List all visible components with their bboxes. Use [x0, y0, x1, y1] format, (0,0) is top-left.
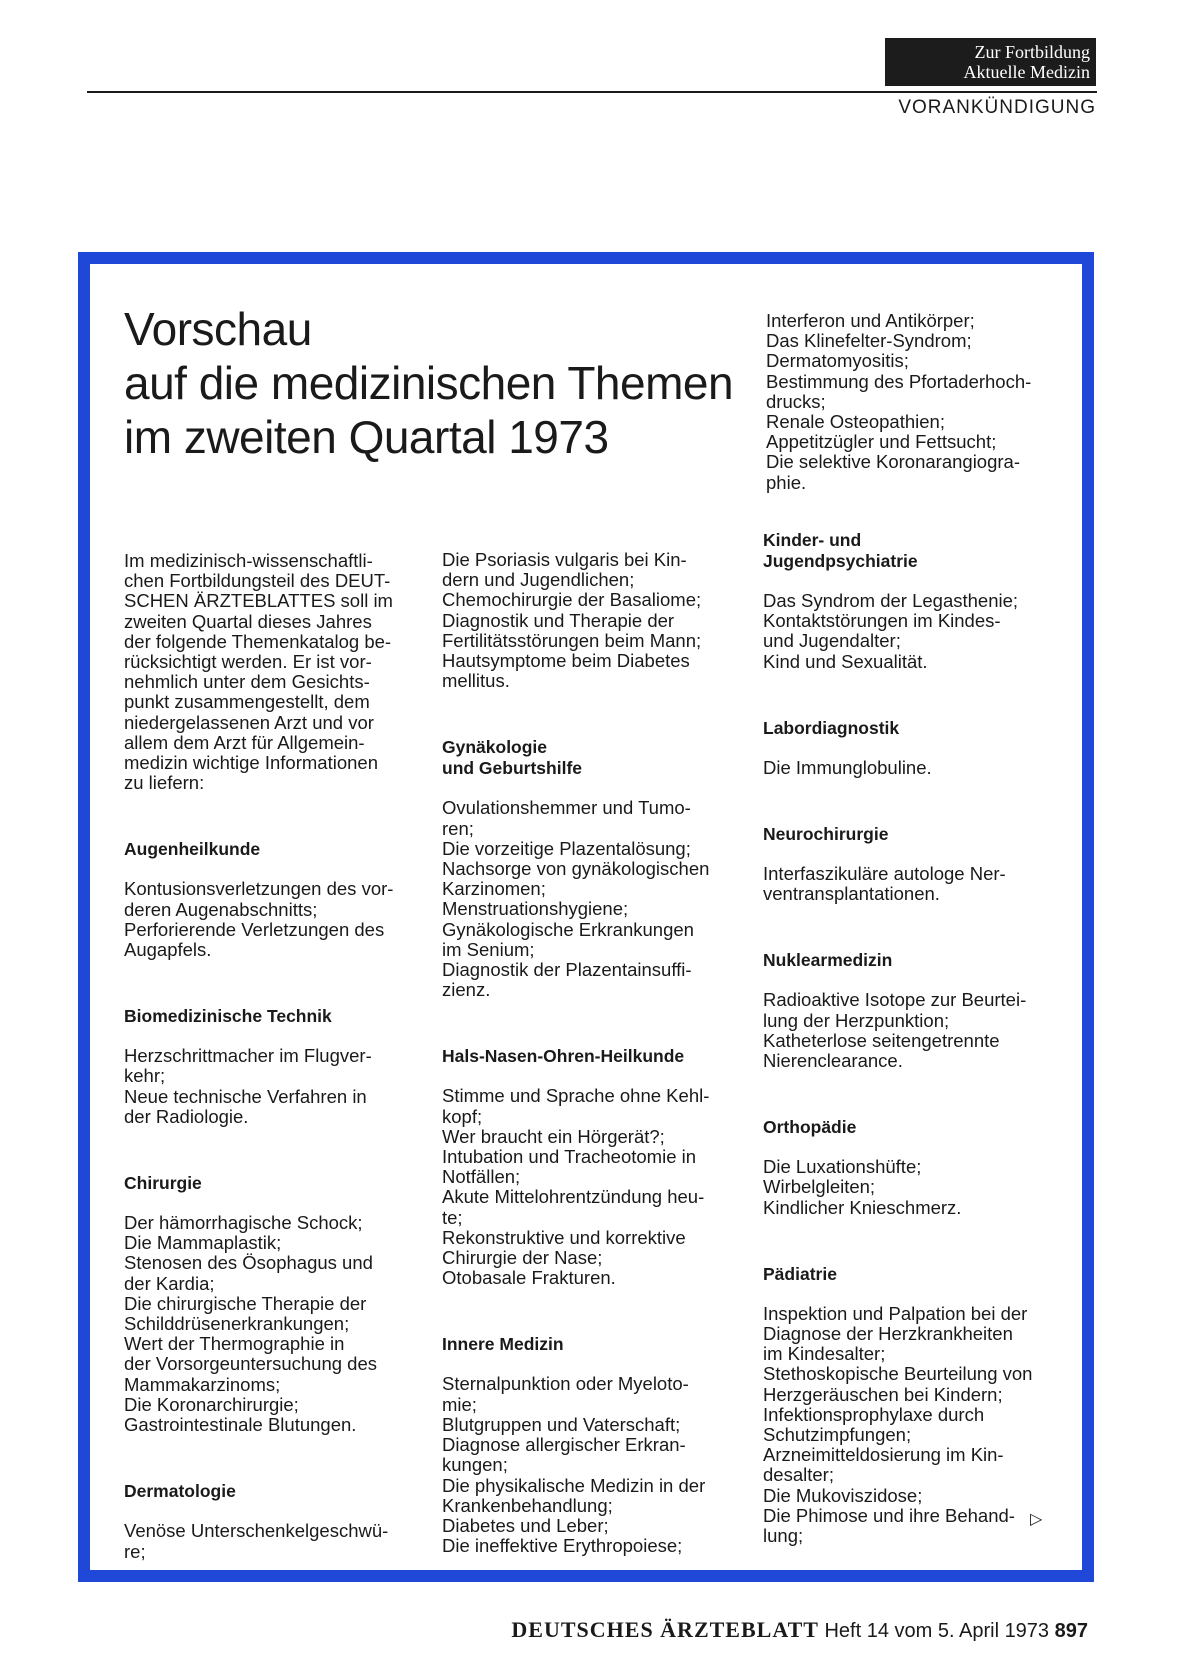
heading-line: und Geburtshilfe — [442, 758, 582, 779]
list-line: Kind und Sexualität. — [763, 650, 928, 672]
innere-list — [442, 1374, 734, 1556]
list-line: Die Luxationshüfte; — [763, 1156, 922, 1178]
list-line: Krankenbehandlung; — [442, 1494, 613, 1516]
derma-list — [124, 1521, 416, 1561]
list-line: Interferon und Antikörper; — [766, 310, 975, 331]
list-line: lung; — [763, 1525, 804, 1547]
list-line: dern und Jugendlichen; — [442, 569, 635, 591]
list-line: Stenosen des Ösophagus und — [124, 1252, 373, 1274]
journal-name: DEUTSCHES ÄRZTEBLATT — [511, 1617, 819, 1642]
list-line: deren Augenabschnitts; — [124, 898, 318, 920]
section-tag: VORANKÜNDIGUNG — [898, 97, 1096, 118]
intro-line: medizin wichtige Informationen — [124, 752, 378, 774]
list-line: Kindlicher Knieschmerz. — [763, 1196, 962, 1218]
heading-chirurgie: Chirurgie — [124, 1173, 202, 1194]
heading-neurochirurgie: Neurochirurgie — [763, 824, 889, 845]
continue-arrow-icon: ▷ — [1030, 1511, 1043, 1528]
intro-line: chen Fortbildungsteil des DEUT- — [124, 570, 391, 592]
issue-info: Heft 14 vom 5. April 1973 — [824, 1620, 1050, 1642]
column-3-top — [766, 311, 1058, 493]
list-line: Appetitzügler und Fettsucht; — [766, 431, 997, 453]
list-line: zienz. — [442, 979, 491, 1001]
biomed-list — [124, 1046, 416, 1127]
list-line: ren; — [442, 817, 474, 839]
badge-line-1: Zur Fortbildung — [974, 42, 1090, 62]
list-line: Karzinomen; — [442, 878, 546, 900]
paed-list — [763, 1304, 1055, 1546]
list-line: Nierenclearance. — [763, 1050, 903, 1072]
list-line: kehr; — [124, 1065, 166, 1087]
gyn-list — [442, 798, 734, 1000]
list-line: und Jugendalter; — [763, 630, 901, 652]
list-line: Inspektion und Palpation bei der — [763, 1302, 1028, 1324]
intro-line: der folgende Themenkatalog be- — [124, 630, 392, 652]
list-line: Menstruationshygiene; — [442, 898, 629, 920]
neuro-list — [763, 864, 1055, 904]
intro-line: rücksichtigt werden. Er ist vor- — [124, 651, 372, 673]
list-line: Venöse Unterschenkelgeschwü- — [124, 1520, 389, 1542]
list-line: Die Mammaplastik; — [124, 1232, 282, 1254]
list-line: Dermatomyositis; — [766, 350, 909, 372]
list-line: Kontusionsverletzungen des vor- — [124, 878, 394, 900]
badge-line-2: Aktuelle Medizin — [963, 62, 1090, 82]
page-number: 897 — [1054, 1620, 1088, 1642]
intro-line: zweiten Quartal dieses Jahres — [124, 610, 372, 632]
labor-list — [763, 758, 1055, 778]
intro-paragraph — [124, 551, 416, 793]
list-line: Stethoskopische Beurteilung von — [763, 1363, 1033, 1385]
ortho-list — [763, 1157, 1055, 1218]
heading-biomedizinische-technik: Biomedizinische Technik — [124, 1006, 332, 1027]
page-footer — [511, 1617, 1088, 1643]
list-line: Die selektive Koronarangiogra- — [766, 451, 1020, 473]
list-line: lung der Herzpunktion; — [763, 1009, 950, 1031]
innere-continued-list — [766, 311, 1058, 493]
column-2 — [442, 550, 734, 1556]
list-line: Notfällen; — [442, 1166, 521, 1188]
intro-line: allem dem Arzt für Allgemein- — [124, 731, 365, 753]
list-line: Die vorzeitige Plazentalösung; — [442, 837, 691, 859]
list-line: te; — [442, 1206, 463, 1228]
intro-line: nehmlich unter dem Gesichts- — [124, 671, 370, 693]
list-line: Diagnostik der Plazentainsuffi- — [442, 959, 692, 981]
section-badge — [885, 38, 1096, 86]
intro-line: Im medizinisch-wissenschaftli- — [124, 550, 373, 571]
column-3 — [763, 530, 1055, 1546]
heading-orthopaedie: Orthopädie — [763, 1117, 857, 1138]
column-1 — [124, 551, 416, 1562]
list-line: Die Psoriasis vulgaris bei Kin- — [442, 549, 687, 570]
list-line: Katheterlose seitengetrennte — [763, 1029, 1000, 1051]
heading-nuklearmedizin: Nuklearmedizin — [763, 950, 893, 971]
list-line: Die ineffektive Erythropoiese; — [442, 1535, 683, 1557]
list-line: drucks; — [766, 390, 826, 412]
page-title — [124, 302, 764, 464]
heading-augenheilkunde: Augenheilkunde — [124, 839, 261, 860]
list-line: Chirurgie der Nase; — [442, 1247, 603, 1269]
list-line: Die physikalische Medizin in der — [442, 1474, 706, 1496]
list-line: Herzschrittmacher im Flugver- — [124, 1045, 372, 1067]
list-line: Schilddrüsenerkrankungen; — [124, 1313, 350, 1335]
list-line: Gynäkologische Erkrankungen — [442, 918, 694, 940]
list-line: Arzneimitteldosierung im Kin- — [763, 1444, 1004, 1466]
list-line: Schutzimpfungen; — [763, 1424, 912, 1446]
list-line: Renale Osteopathien; — [766, 411, 945, 433]
header-rule — [87, 91, 1097, 93]
list-line: Augapfels. — [124, 939, 212, 961]
list-line: Hautsymptome beim Diabetes — [442, 650, 690, 672]
list-line: Wer braucht ein Hörgerät?; — [442, 1125, 665, 1147]
intro-line: SCHEN ÄRZTEBLATTES soll im — [124, 590, 393, 612]
list-line: im Senium; — [442, 938, 535, 960]
list-line: Diagnostik und Therapie der — [442, 609, 675, 631]
list-line: Sternalpunktion oder Myeloto- — [442, 1373, 689, 1395]
list-line: Akute Mittelohrentzündung heu- — [442, 1186, 705, 1208]
list-line: Interfaszikuläre autologe Ner- — [763, 863, 1006, 885]
intro-line: punkt zusammengestellt, dem — [124, 691, 370, 713]
list-line: Infektionsprophylaxe durch — [763, 1403, 985, 1425]
list-line: Wirbelgleiten; — [763, 1176, 876, 1198]
list-line: ventransplantationen. — [763, 883, 940, 905]
list-line: mie; — [442, 1393, 477, 1415]
heading-kinder-jugendpsychiatrie — [763, 530, 1055, 572]
list-line: Das Syndrom der Legasthenie; — [763, 590, 1019, 611]
heading-dermatologie: Dermatologie — [124, 1481, 236, 1502]
list-line: Herzgeräuschen bei Kindern; — [763, 1383, 1003, 1405]
list-line: Neue technische Verfahren in — [124, 1085, 367, 1107]
heading-paediatrie: Pädiatrie — [763, 1263, 837, 1284]
list-line: Die Immunglobuline. — [763, 756, 932, 778]
list-line: Otobasale Frakturen. — [442, 1267, 616, 1289]
list-line: der Kardia; — [124, 1272, 215, 1294]
nuklear-list — [763, 990, 1055, 1071]
list-line: Die Koronarchirurgie; — [124, 1393, 299, 1415]
heading-line: Jugendpsychiatrie — [763, 551, 918, 571]
hno-list — [442, 1086, 734, 1288]
list-line: Wert der Thermographie in — [124, 1333, 345, 1355]
heading-gynaekologie — [442, 737, 734, 779]
chirurgie-list — [124, 1213, 416, 1435]
list-line: desalter; — [763, 1464, 834, 1486]
title-line-2: auf die medizinischen Themen — [124, 357, 734, 409]
list-line: kungen; — [442, 1454, 508, 1476]
intro-line: niedergelassenen Arzt und vor — [124, 711, 374, 733]
list-line: Die Mukoviszidose; — [763, 1484, 923, 1506]
heading-labordiagnostik: Labordiagnostik — [763, 717, 900, 738]
list-line: Chemochirurgie der Basaliome; — [442, 589, 702, 611]
list-line: Blutgruppen und Vaterschaft; — [442, 1413, 681, 1435]
heading-hno: Hals-Nasen-Ohren-Heilkunde — [442, 1046, 685, 1067]
kinder-list — [763, 591, 1055, 672]
list-line: Diagnose allergischer Erkran- — [442, 1434, 686, 1456]
list-line: Die Phimose und ihre Behand- — [763, 1504, 1015, 1526]
list-line: Bestimmung des Pfortaderhoch- — [766, 370, 1032, 392]
list-line: Perforierende Verletzungen des — [124, 918, 385, 940]
list-line: der Radiologie. — [124, 1105, 249, 1127]
list-line: Diabetes und Leber; — [442, 1514, 609, 1536]
augen-list — [124, 879, 416, 960]
title-line-1: Vorschau — [124, 303, 312, 355]
list-line: Der hämorrhagische Schock; — [124, 1212, 363, 1234]
list-line: im Kindesalter; — [763, 1343, 886, 1365]
list-line: Kontaktstörungen im Kindes- — [763, 610, 1001, 632]
list-line: Radioaktive Isotope zur Beurtei- — [763, 989, 1027, 1011]
list-line: Das Klinefelter-Syndrom; — [766, 330, 972, 352]
derma-continued-list — [442, 550, 734, 691]
list-line: Die chirurgische Therapie der — [124, 1292, 367, 1314]
list-line: Mammakarzinoms; — [124, 1373, 281, 1395]
title-line-3: im zweiten Quartal 1973 — [124, 411, 609, 463]
heading-line: Gynäkologie — [442, 737, 548, 758]
heading-innere-medizin: Innere Medizin — [442, 1334, 564, 1355]
list-line: Gastrointestinale Blutungen. — [124, 1414, 357, 1436]
list-line: Rekonstruktive und korrektive — [442, 1226, 686, 1248]
list-line: phie. — [766, 471, 807, 493]
list-line: Stimme und Sprache ohne Kehl- — [442, 1085, 710, 1107]
list-line: Intubation und Tracheotomie in — [442, 1146, 697, 1168]
list-line: der Vorsorgeuntersuchung des — [124, 1353, 378, 1375]
list-line: Diagnose der Herzkrankheiten — [763, 1323, 1013, 1345]
intro-line: zu liefern: — [124, 772, 205, 794]
heading-line: Kinder- und — [763, 530, 862, 550]
list-line: Nachsorge von gynäkologischen — [442, 858, 710, 880]
list-line: mellitus. — [442, 670, 510, 692]
list-line: Fertilitätsstörungen beim Mann; — [442, 629, 702, 651]
list-line: re; — [124, 1540, 146, 1562]
list-line: kopf; — [442, 1105, 483, 1127]
list-line: Ovulationshemmer und Tumo- — [442, 797, 691, 819]
